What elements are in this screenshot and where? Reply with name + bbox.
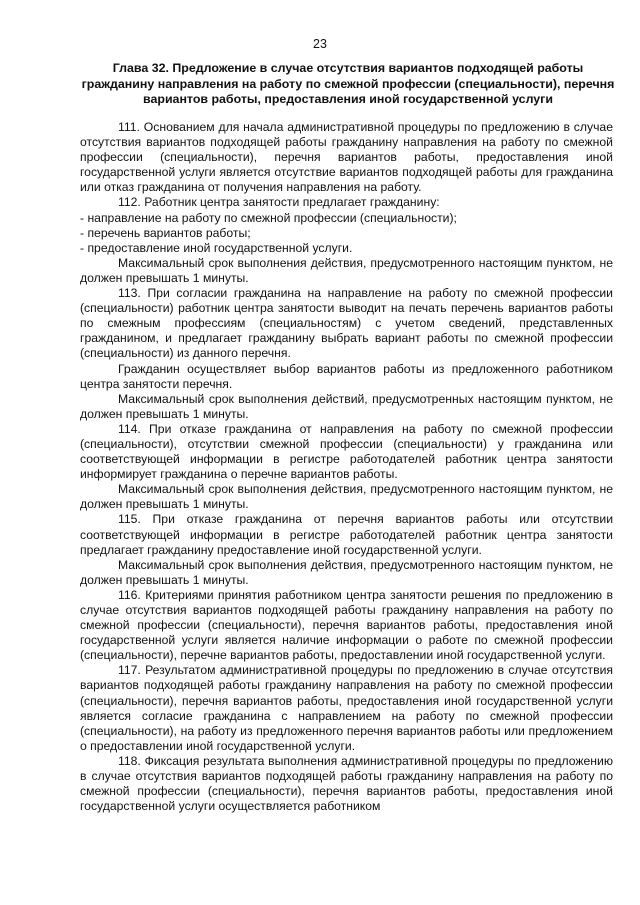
paragraph-113: 113. При согласии гражданина на направление на работу по смежной профессии (специальности) работник центра занятости выводит на печать перечень вариантов работы по смежным профессиям (специальностям) с учетом сведений, представленных гражданином, и предлагает гражданину выбрать вариант работы по смежной профессии (специальности) из данного перечня. — [80, 286, 613, 361]
list-item: - перечень вариантов работы; — [80, 225, 251, 240]
paragraph-112: 112. Работник центра занятости предлагает гражданину: — [118, 195, 440, 210]
paragraph-deadline: Максимальный срок выполнения действия, предусмотренного настоящим пунктом, не должен превышать 1 минуты. — [80, 557, 613, 587]
paragraph-deadline: Максимальный срок выполнения действия, предусмотренного настоящим пунктом, не должен превышать 1 минуты. — [80, 482, 613, 512]
paragraph-118: 118. Фиксация результата выполнения административной процедуры по предложению в случае отсутствия вариантов подходящей работы гражданину направления на работу по смежной профессии (специальности), перечня вариантов работы, предоставления иной государственной услуги осуществляется работником — [80, 753, 613, 814]
list-item: - направление на работу по смежной профессии (специальности); — [80, 210, 457, 225]
paragraph-114: 114. При отказе гражданина от направления на работу по смежной профессии (специальности), отсутствии смежной профессии (специальности) у гражданина или соответствующей информации в регистре работодателей работник центра занятости информирует гражданина о перечне вариантов работы. — [80, 421, 613, 482]
paragraph-111: 111. Основанием для начала административной процедуры по предложению в случае отсутствия вариантов подходящей работы гражданину направления на работу по смежной профессии (специальности), перечня вариантов работы, предоставления иной государственной услуги является отсутствие вариантов подходящей работы для гражданина или отказ гражданина от получения направления на работу. — [80, 120, 613, 195]
paragraph-deadline: Максимальный срок выполнения действий, предусмотренных настоящим пунктом, не должен превышать 1 минуты. — [80, 391, 613, 421]
paragraph-116: 116. Критериями принятия работником центра занятости решения по предложению в случае отсутствия вариантов подходящей работы гражданину направления на работу по смежной профессии (специальности), перечня вариантов работы, предоставления иной государственной услуги является наличие информации о работе по смежной профессии (специальности), перечне вариантов работы, предоставлении иной государственной услуги. — [80, 587, 613, 663]
list-item: - предоставление иной государственной услуги. — [80, 240, 353, 255]
chapter-title: Глава 32. Предложение в случае отсутствия вариантов подходящей работы гражданину направления на работу по смежной профессии (специальности), перечня вариантов работы, предоставления иной государственной услуги — [81, 61, 615, 106]
paragraph-citizen-choice: Гражданин осуществляет выбор вариантов работы из предложенного работником центра занятости перечня. — [80, 361, 613, 391]
page-number: 23 — [313, 37, 327, 51]
paragraph-115: 115. При отказе гражданина от перечня вариантов работы или отсутствии соответствующей информации в регистре работодателей работник центра занятости предлагает гражданину предоставление иной государственной услуги. — [80, 512, 613, 557]
paragraph-deadline: Максимальный срок выполнения действия, предусмотренного настоящим пунктом, не должен превышать 1 минуты. — [80, 255, 613, 285]
paragraph-117: 117. Результатом административной процедуры по предложению в случае отсутствия вариантов подходящей работы гражданину направления на работу по смежной профессии (специальности), перечня вариантов работы, предоставления иной государственной услуги является согласие гражданина с направлением на работу по смежной профессии (специальности), на работу из предложенного перечня вариантов работы или предложением о предоставлении иной государственной услуги. — [80, 663, 613, 753]
body-text — [80, 120, 613, 814]
